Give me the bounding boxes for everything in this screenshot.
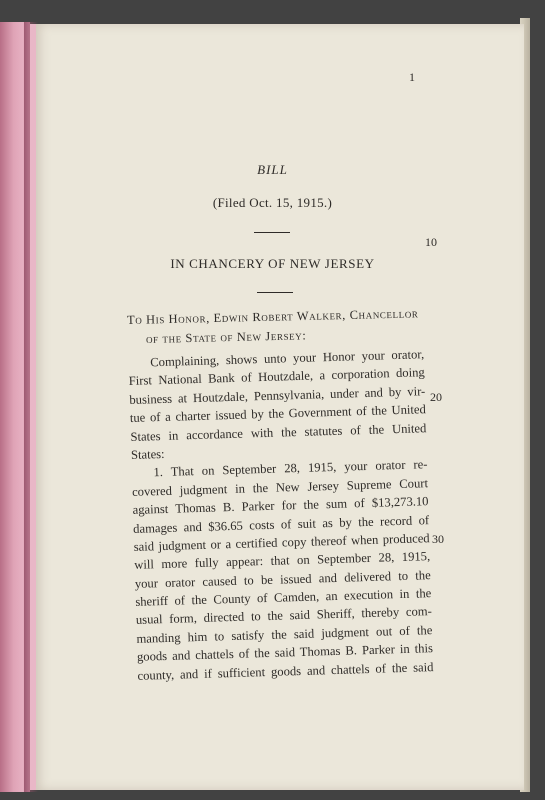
court-heading: IN CHANCERY OF NEW JERSEY — [170, 256, 375, 271]
body-line: your orator caused to be issued and delivered to the — [134, 567, 431, 591]
body-text — [128, 345, 438, 685]
page-number: 1 — [409, 70, 415, 84]
body-line: 1. That on September 28, 1915, your orator re- — [153, 457, 428, 480]
divider-rule — [254, 232, 290, 233]
body-line: goods and chattels of the said Thomas B. Parker in this — [136, 641, 434, 665]
body-line: usual form, directed to the said Sheriff, thereby com- — [135, 604, 432, 628]
body-line: States: — [130, 446, 165, 462]
body-line: against Thomas B. Parker for the sum of $13,273.10 — [132, 494, 429, 518]
body-line: sheriff of the County of Camden, an execution in the — [135, 586, 432, 609]
divider-rule — [257, 292, 293, 293]
addressee-line: To His Honor, Edwin Robert Walker, Chancellor — [126, 306, 419, 327]
line-number-30: 30 — [432, 532, 444, 546]
body-line: will more fully appear: that on September 28, 1915, — [134, 549, 431, 573]
body-line: manding him to satisfy the said judgment out of the — [136, 622, 433, 646]
body-line: covered judgment in the New Jersey Supreme Court — [131, 475, 429, 499]
page-edge — [30, 24, 36, 790]
body-line: business at Houtzdale, Pennsylvania, under and by vir- — [129, 383, 426, 407]
body-line: First National Bank of Houtzdale, a corporation doing — [128, 365, 425, 389]
body-line: States in accordance with the statutes of the United — [130, 420, 427, 444]
body-line: tue of a charter issued by the Government of the United — [129, 402, 426, 426]
body-line: Complaining, shows unto your Honor your orator, — [150, 347, 425, 370]
line-number-10: 10 — [425, 235, 437, 249]
body-line: county, and if sufficient goods and chattels of the said — [137, 659, 434, 683]
filed-date: (Filed Oct. 15, 1915.) — [212, 195, 333, 210]
body-line: said judgment or a certified copy thereof when produced — [133, 531, 430, 554]
addressee-line: of the State of New Jersey: — [145, 328, 307, 346]
body-line: damages and $36.65 costs of suit as by the record of — [132, 512, 430, 536]
document-title: BILL — [257, 162, 288, 177]
line-number-20: 20 — [430, 390, 442, 404]
